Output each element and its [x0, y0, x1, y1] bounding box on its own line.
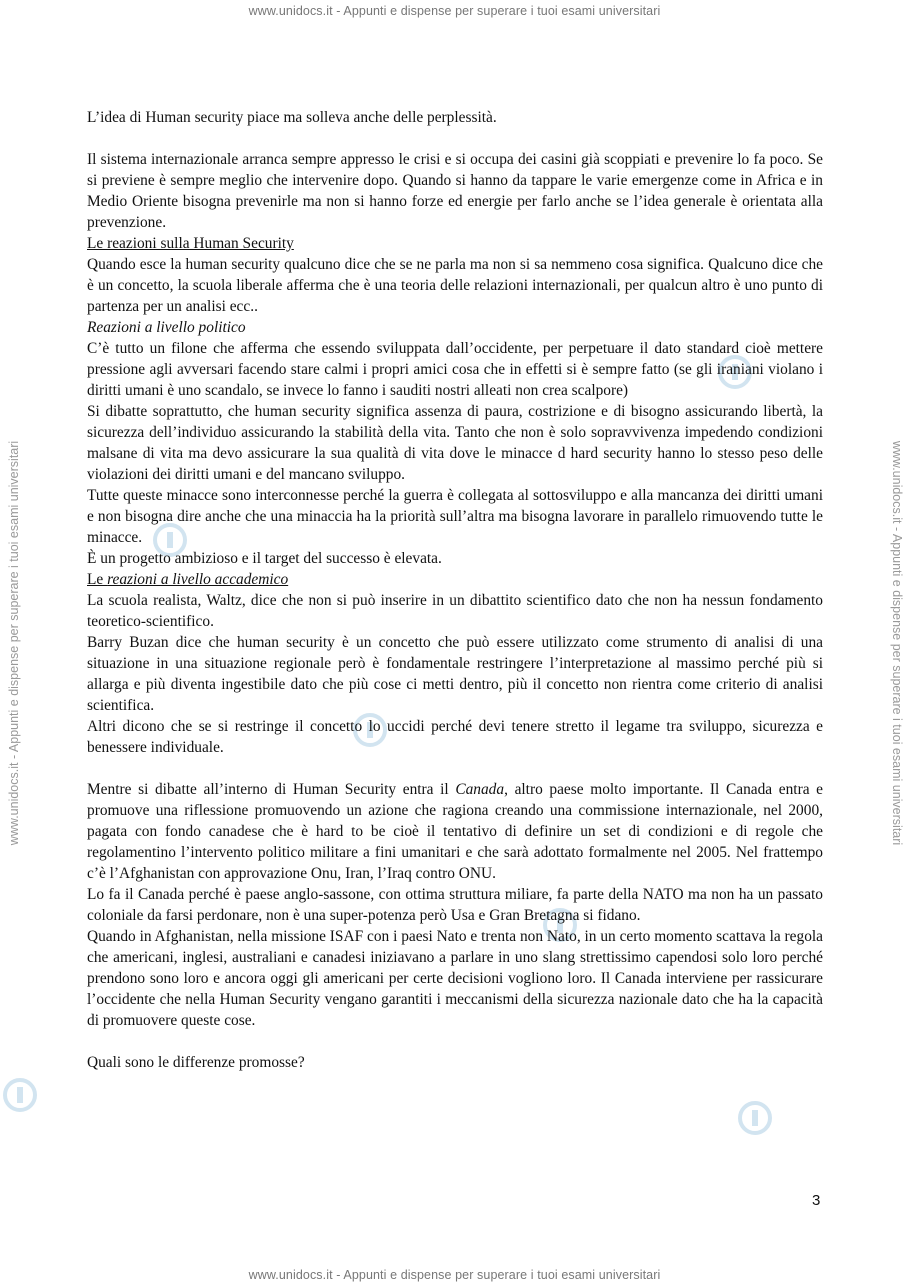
document-body — [87, 107, 823, 1073]
section-heading — [87, 569, 823, 590]
paragraph: Si dibatte soprattutto, che human security significa assenza di paura, costrizione e di bisogno assicurando libertà, la sicurezza dell’individuo assicurando la stabilità della vita. Tanto che non è solo sopravvivenza impedendo condizioni malsane di vita ma devo assicurare la sua qualità di vita dove le minacce d hard security hanno lo stesso peso delle violazioni dei diritti umani e del mancano sviluppo. — [87, 403, 823, 483]
page-number: 3 — [812, 1192, 821, 1209]
intro-paragraph: L’idea di Human security piace ma solleva anche delle perplessità. — [87, 109, 497, 126]
heading-italic: reazioni a livello accademico — [107, 571, 289, 588]
closing-question: Quali sono le differenze promosse? — [87, 1054, 305, 1071]
paragraph: Il sistema internazionale arranca sempre appresso le crisi e si occupa dei casini già scoppiati e prevenire lo fa poco. Se si previene è sempre meglio che intervenire dopo. Quando si hanno da tappare le varie emergenze come in Africa e in Medio Oriente bisogna prevenirle ma non si hanno forze ed energie per farlo anche se l’idea generale è orientata alla prevenzione. — [87, 151, 823, 231]
section-heading: Reazioni a livello politico — [87, 319, 246, 336]
paragraph: Altri dicono che se si restringe il concetto lo uccidi perché devi tenere stretto il legame tra sviluppo, sicurezza e benessere individuale. — [87, 718, 823, 756]
footer-watermark: www.unidocs.it - Appunti e dispense per superare i tuoi esami universitari — [248, 1268, 661, 1282]
paragraph: Tutte queste minacce sono interconnesse perché la guerra è collegata al sottosviluppo e alla mancanza dei diritti umani e non bisogna dire anche che una minaccia ha la priorità sull’altra ma bisogna lavorare in parallelo rimuovendo tutte le minacce. — [87, 487, 823, 546]
left-side-watermark: www.unidocs.it - Appunti e dispense per superare i tuoi esami universitari — [7, 440, 21, 846]
text-run: Mentre si dibatte all’interno di Human Security entra il — [87, 781, 456, 798]
paragraph: Barry Buzan dice che human security è un concetto che può essere utilizzato come strumento di analisi di una situazione in una situazione regionale però è fondamentale restringere l’interpretazione al massimo perché più si allarga e più diventa ingestibile dato che più cose ci metti dentro, più il concetto non rientra come criterio di analisi scientifica. — [87, 634, 823, 714]
text-run: , altro paese molto importante. Il Canada entra e promuove una riflessione promuovendo un azione che ragiona creando una commissione internazionale, nel 2000, pagata con fondo canadese che è hard to be cioè il tentativo di definire un set di condizioni e di regole che regolamentino l’intervento politico militare a fini umanitari e che sarà adottato formalmente nel 2005. Nel frattempo c’è l’Afghanistan con approvazione Onu, Iran, l’Iraq contro ONU. — [87, 781, 823, 882]
paragraph: Quando esce la human security qualcuno dice che se ne parla ma non si sa nemmeno cosa significa. Qualcuno dice che è un concetto, la scuola liberale afferma che è una teoria delle relazioni internazionali, per qualcun altro è uno punto di partenza per un analisi ecc.. — [87, 256, 823, 315]
paragraph: Lo fa il Canada perché è paese anglo-sassone, con ottima struttura miliare, fa parte della NATO ma non ha un passato coloniale da farsi perdonare, non è una super-potenza però Usa e Gran Bretagna si fidano. — [87, 886, 823, 924]
paragraph: La scuola realista, Waltz, dice che non si può inserire in un dibattito scientifico dato che non ha nessun fondamento teoretico-scientifico. — [87, 592, 823, 630]
unidocs-logo-icon — [0, 1075, 40, 1115]
unidocs-logo-icon — [735, 1098, 775, 1138]
emphasis-canada: Canada — [455, 781, 505, 798]
heading-prefix: Le — [87, 571, 108, 588]
paragraph: C’è tutto un filone che afferma che essendo sviluppata dall’occidente, per perpetuare il dato standard cioè mettere pressione agli avversari facendo stare calmi i propri amici cosa che in effetti si è sempre fatto (se gli iraniani violano i diritti umani è uno scandalo, se invece lo fanno i sauditi nostri alleati non crea scalpore) — [87, 340, 823, 399]
header-watermark: www.unidocs.it - Appunti e dispense per superare i tuoi esami universitari — [248, 4, 661, 18]
paragraph: Quando in Afghanistan, nella missione ISAF con i paesi Nato e trenta non Nato, in un certo momento scattava la regola che americani, inglesi, australiani e canadesi iniziavano a parlare in uno slang strettissimo capendosi solo loro perché prendono sono loro e ancora oggi gli americani per certe decisioni vogliono loro. Il Canada interviene per rassicurare l’occidente che nella Human Security vengano garantiti i meccanismi della sicurezza nazionale dato che ha la capacità di promuovere queste cose. — [87, 928, 823, 1029]
section-heading: Le reazioni sulla Human Security — [87, 235, 294, 252]
right-side-watermark: www.unidocs.it - Appunti e dispense per superare i tuoi esami universitari — [890, 440, 904, 846]
paragraph — [87, 779, 823, 884]
paragraph: È un progetto ambizioso e il target del successo è elevata. — [87, 550, 442, 567]
